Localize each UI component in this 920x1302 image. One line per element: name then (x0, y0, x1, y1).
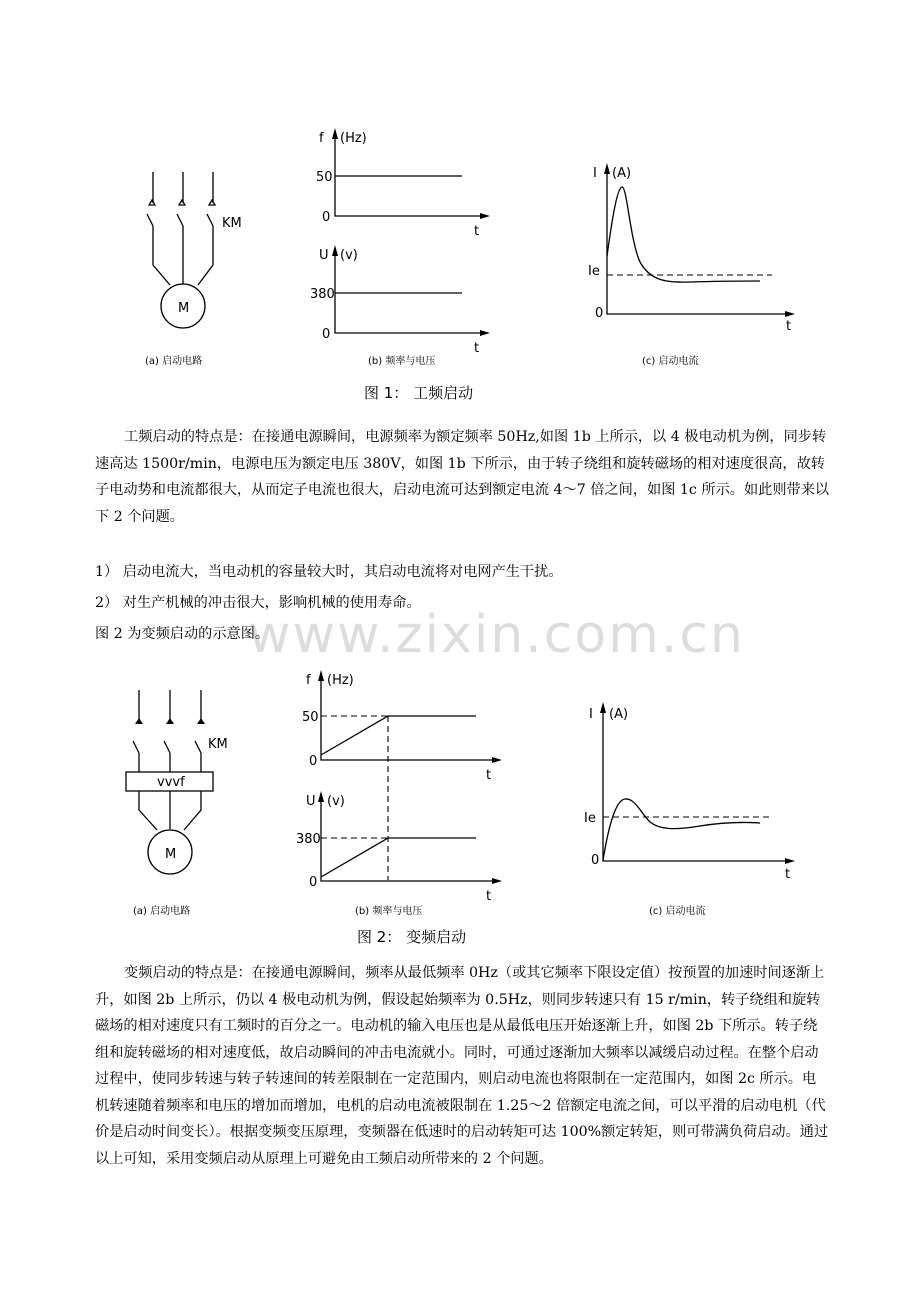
fig2-ie-label: Ie (584, 811, 596, 826)
fig2-caption-c: (c) 启动电流 (649, 906, 706, 917)
fig2-current-curve (603, 799, 760, 860)
fig2-freq-line (321, 716, 476, 755)
fig1-current-y-unit: (A) (612, 166, 632, 181)
fig2-volt-y-label: U (306, 794, 316, 809)
fig1-volt-tick-380: 380 (310, 287, 335, 302)
fig2-freq-tick-50: 50 (302, 710, 319, 725)
fig2-volt-x-label: t (486, 889, 492, 904)
fig2-origin-label: 0 (591, 853, 600, 868)
fig1-caption-a: (a) 启动电路 (145, 356, 203, 367)
list-item-2: 2） 对生产机械的冲击很大，影响机械的使用寿命。 (95, 595, 421, 611)
fig2-current-x-label: t (785, 867, 791, 882)
fig1-volt-x-label: t (474, 341, 480, 356)
fig2-title: 图 2： 变频启动 (357, 928, 467, 946)
fig1-caption-c: (c) 启动电流 (642, 356, 699, 367)
fig1-ie-label: Ie (588, 264, 600, 279)
fig1-volt-tick-0: 0 (322, 327, 331, 342)
fig1-volt-y-label: U (319, 248, 329, 263)
paragraph-2: 变频启动的特点是：在接通电源瞬间，频率从最低频率 0Hz（或其它频率下限设定值）按预置的加速时间逐渐上升，如图 2b 上所示，仍以 4 极电动机为例，假设起始频率为 0.5Hz，则同步转速只有 15 r/min，转子绕组和旋转磁场的相对速度只有工频时的百分之一。电动机的输入电压也是从最低电压开始逐渐上升，如图 2b 下所示。转子绕组和旋转磁场的相对速度低，故启动瞬间的冲击电流就小。同时，可通过逐渐加大频率以减缓启动过程。在整个启动过程中，使同步转速与转子转速间的转差限制在一定范围内，则启动电流也将限制在一定范围内，如图 2c 所示。电机转速随着频率和电压的增加而增加，电机的启动电流被限制在 1.25～2 倍额定电流之间，可以平滑的启动电机（代价是启动时间变长）。根据变频变压原理，变频器在低速时的启动转矩可达 100%额定转矩，则可带满负荷启动。通过以上可知，采用变频启动从原理上可避免由工频启动所带来的 2 个问题。 (95, 965, 829, 1167)
fig2-current-y-label: I (589, 707, 593, 722)
fig1-title: 图 1： 工频启动 (364, 384, 474, 402)
fig2-volt-chart (296, 791, 502, 917)
fig1-freq-tick-50: 50 (316, 170, 333, 185)
paragraph-1: 工频启动的特点是：在接通电源瞬间，电源频率为额定频率 50Hz,如图 1b 上所示，以 4 极电动机为例，同步转速高达 1500r/min，电源电压为额定电压 380V，如图 1b 下所示，由于转子绕组和旋转磁场的相对速度很高，故转子电动势和电流都很大，从而定子电流也很大，启动电流可达到额定电流 4～7 倍之间，如图 1c 所示。如此则带来以下 2 个问题。 (95, 429, 830, 525)
fig2-km-label: KM (208, 737, 228, 752)
fig2-volt-tick-380: 380 (296, 832, 321, 847)
fig2-caption-a: (a) 启动电路 (133, 906, 191, 917)
fig2-vvvf-label: vvvf (157, 775, 185, 790)
fig1-freq-x-label: t (474, 224, 480, 239)
fig1-freq-y-unit: (Hz) (340, 131, 367, 146)
fig2-current-y-unit: (A) (609, 707, 629, 722)
fig2-volt-line (321, 838, 476, 877)
list-item-1: 1） 启动电流大，当电动机的容量较大时，其启动电流将对电网产生干扰。 (95, 564, 563, 580)
fig2-current-chart (584, 702, 795, 917)
fig1-origin-label: 0 (595, 306, 604, 321)
fig2-freq-y-unit: (Hz) (327, 673, 354, 688)
fig1-volt-y-unit: (v) (340, 248, 358, 263)
fig1-motor-label: M (178, 301, 190, 316)
fig1-caption-b: (b) 频率与电压 (368, 356, 436, 367)
fig2-intro: 图 2 为变频启动的示意图。 (95, 626, 270, 642)
fig2-volt-y-unit: (v) (327, 794, 345, 809)
fig2-freq-x-label: t (486, 768, 492, 783)
fig1-current-y-label: I (593, 166, 597, 181)
fig2-freq-y-label: f (306, 673, 311, 688)
fig1-current-x-label: t (786, 319, 792, 334)
fig2-circuit (126, 690, 228, 917)
fig1-freq-y-label: f (319, 131, 324, 146)
watermark: www.zixin.com.cn (248, 605, 745, 665)
fig1-freq-tick-0: 0 (322, 210, 331, 225)
fig2-volt-tick-0: 0 (309, 875, 318, 890)
fig2-freq-tick-0: 0 (309, 754, 318, 769)
fig2-caption-b: (b) 频率与电压 (355, 906, 423, 917)
fig2-motor-label: M (165, 847, 177, 862)
fig1-km-label: KM (222, 216, 242, 231)
fig2-freq-chart (302, 670, 502, 880)
